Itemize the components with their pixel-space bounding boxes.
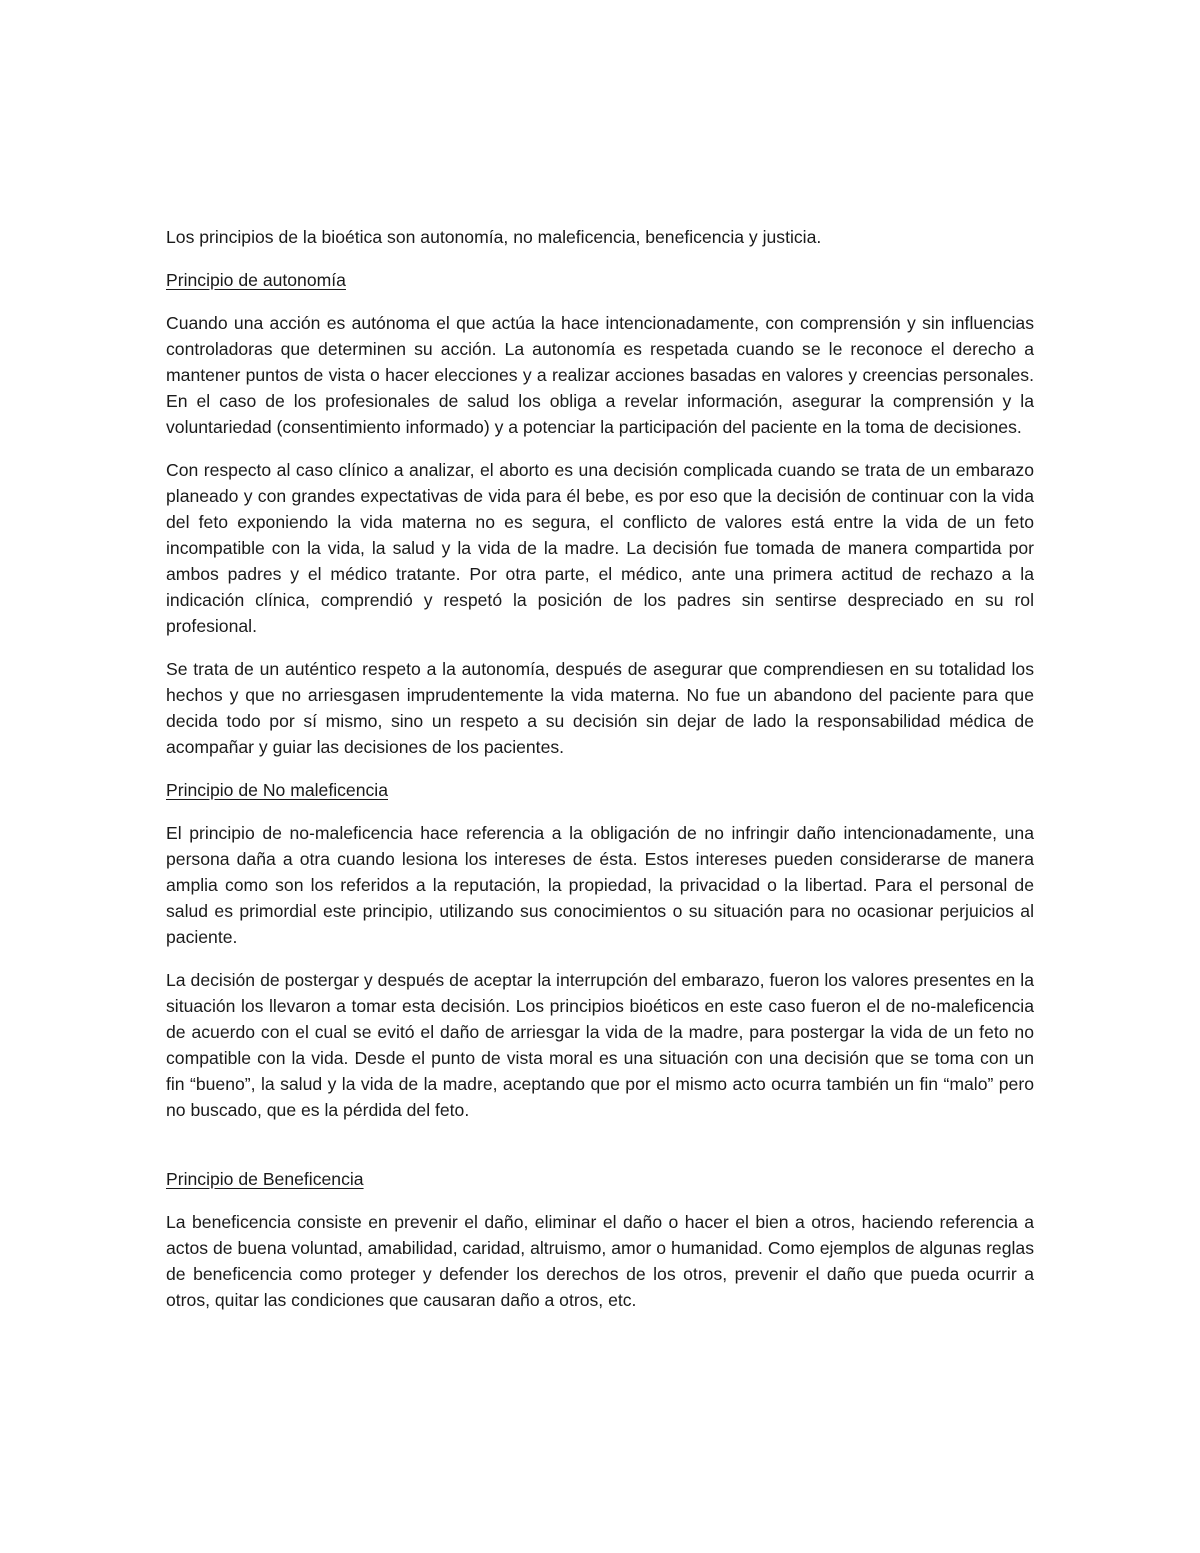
paragraph-autonomia-3: Se trata de un auténtico respeto a la autonomía, después de asegurar que comprendiesen en su totalidad los hechos y que no arriesgasen imprudentemente la vida materna. No fue un abandono del paciente para que decida todo por sí mismo, sino un respeto a su decisión sin dejar de lado la responsabilidad médica de acompañar y guiar las decisiones de los pacientes. (166, 659, 1034, 757)
paragraph-autonomia-2: Con respecto al caso clínico a analizar, el aborto es una decisión complicada cuando se trata de un embarazo planeado y con grandes expectativas de vida para él bebe, es por eso que la decisión de continuar con la vida del feto exponiendo la vida materna no es segura, el conflicto de valores está entre la vida de un feto incompatible con la vida, la salud y la vida de la madre. La decisión fue tomada de manera compartida por ambos padres y el médico tratante. Por otra parte, el médico, ante una primera actitud de rechazo a la indicación clínica, comprendió y respetó la posición de los padres sin sentirse despreciado en su rol profesional. (166, 460, 1034, 636)
paragraph-no-maleficencia-2: La decisión de postergar y después de aceptar la interrupción del embarazo, fueron los valores presentes en la situación los llevaron a tomar esta decisión. Los principios bioéticos en este caso fueron el de no-maleficencia de acuerdo con el cual se evitó el daño de arriesgar la vida de la madre, para postergar la vida de un feto no compatible con la vida. Desde el punto de vista moral es una situación con una decisión que se toma con un fin “bueno”, la salud y la vida de la madre, aceptando que por el mismo acto ocurra también un fin “malo” pero no buscado, que es la pérdida del feto. (166, 970, 1034, 1120)
document-body (166, 224, 1034, 1330)
intro-paragraph: Los principios de la bioética son autonomía, no maleficencia, beneficencia y justicia. (166, 227, 822, 247)
paragraph-beneficencia-1: La beneficencia consiste en prevenir el daño, eliminar el daño o hacer el bien a otros, haciendo referencia a actos de buena voluntad, amabilidad, caridad, altruismo, amor o humanidad. Como ejemplos de algunas reglas de beneficencia como proteger y defender los derechos de los otros, prevenir el daño que pueda ocurrir a otros, quitar las condiciones que causaran daño a otros, etc. (166, 1212, 1034, 1310)
heading-no-maleficencia: Principio de No maleficencia (166, 780, 388, 800)
heading-autonomia: Principio de autonomía (166, 270, 346, 290)
heading-beneficencia: Principio de Beneficencia (166, 1169, 364, 1189)
paragraph-autonomia-1: Cuando una acción es autónoma el que actúa la hace intencionadamente, con comprensión y sin influencias controladoras que determinen su acción. La autonomía es respetada cuando se le reconoce el derecho a mantener puntos de vista o hacer elecciones y a realizar acciones basadas en valores y creencias personales. En el caso de los profesionales de salud los obliga a revelar información, asegurar la comprensión y la voluntariedad (consentimiento informado) y a potenciar la participación del paciente en la toma de decisiones. (166, 313, 1034, 437)
paragraph-no-maleficencia-1: El principio de no-maleficencia hace referencia a la obligación de no infringir daño intencionadamente, una persona daña a otra cuando lesiona los intereses de ésta. Estos intereses pueden considerarse de manera amplia como son los referidos a la reputación, la propiedad, la privacidad o la libertad. Para el personal de salud es primordial este principio, utilizando sus conocimientos o su situación para no ocasionar perjuicios al paciente. (166, 823, 1034, 947)
blank-line (166, 1140, 1034, 1166)
